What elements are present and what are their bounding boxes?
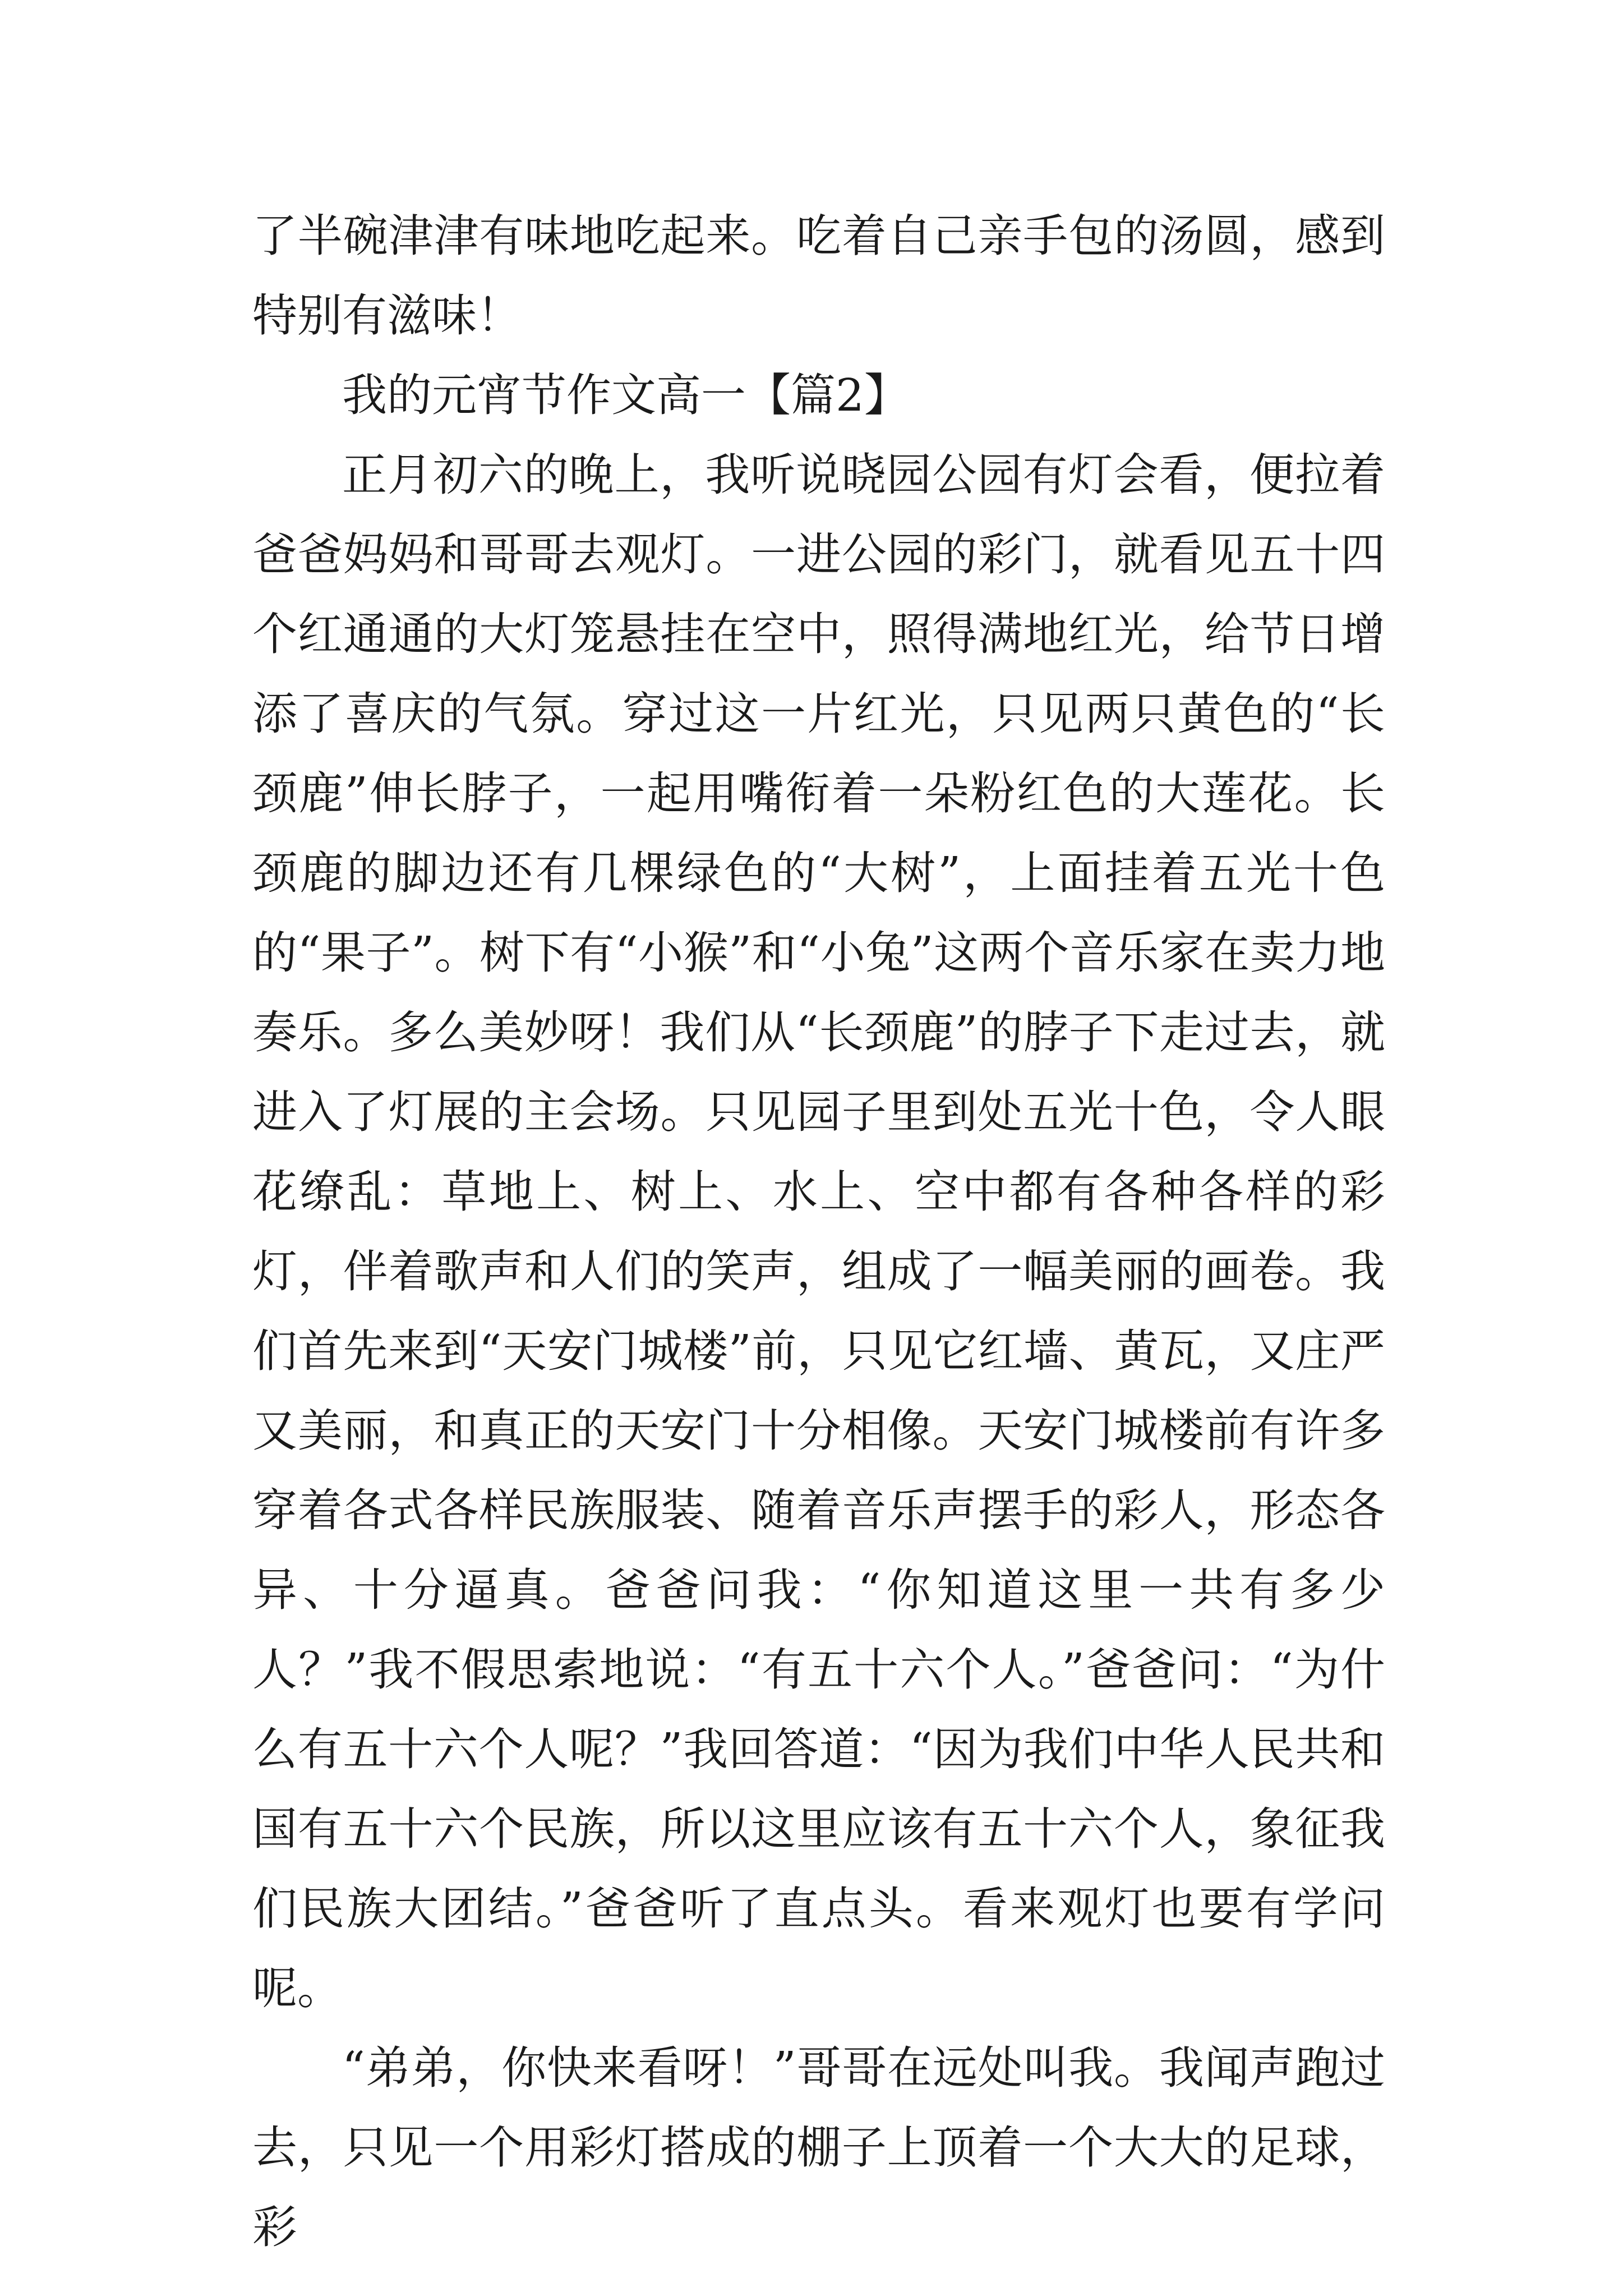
paragraph-continuation: 了半碗津津有味地吃起来。吃着自己亲手包的汤圆，感到特别有滋味！	[252, 210, 1385, 342]
paragraph: “弟弟，你快来看呀！”哥哥在远处叫我。我闻声跑过去，只见一个用彩灯搭成的棚子上顶着一个大大的足球，彩	[252, 2042, 1385, 2253]
body-text	[252, 196, 1385, 2267]
section-heading: 我的元宵节作文高一【篇2】	[342, 369, 909, 421]
paragraph: 正月初六的晚上，我听说晓园公园有灯会看，便拉着爸爸妈妈和哥哥去观灯。一进公园的彩门，就看见五十四个红通通的大灯笼悬挂在空中，照得满地红光，给节日增添了喜庆的气氛。穿过这一片红光，只见两只黄色的“长颈鹿”伸长脖子，一起用嘴衔着一朵粉红色的大莲花。长颈鹿的脚边还有几棵绿色的“大树”，上面挂着五光十色的“果子”。树下有“小猴”和“小兔”这两个音乐家在卖力地奏乐。多么美妙呀！我们从“长颈鹿”的脖子下走过去，就进入了灯展的主会场。只见园子里到处五光十色，令人眼花缭乱：草地上、树上、水上、空中都有各种各样的彩灯，伴着歌声和人们的笑声，组成了一幅美丽的画卷。我们首先来到“天安门城楼”前，只见它红墙、黄瓦，又庄严又美丽，和真正的天安门十分相像。天安门城楼前有许多穿着各式各样民族服装、随着音乐声摆手的彩人，形态各异、十分逼真。爸爸问我：“你知道这里一共有多少人？”我不假思索地说：“有五十六个人。”爸爸问：“为什么有五十六个人呢？”我回答道：“因为我们中华人民共和国有五十六个民族，所以这里应该有五十六个人，象征我们民族大团结。”爸爸听了直点头。看来观灯也要有学问呢。	[252, 449, 1385, 2014]
